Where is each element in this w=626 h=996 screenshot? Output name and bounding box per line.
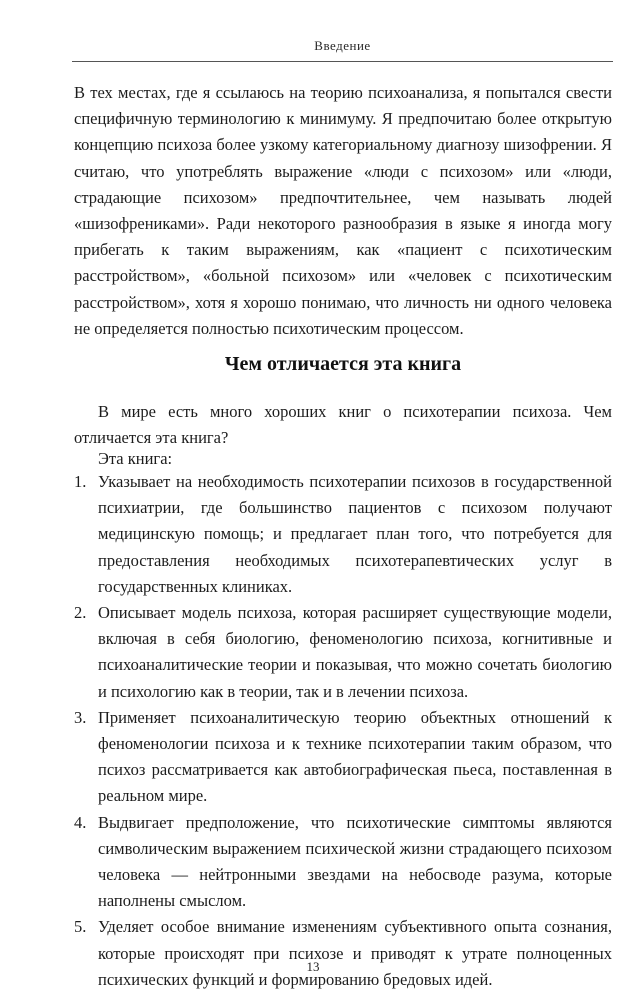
list-item-number: 2. [74, 603, 87, 623]
list-item [74, 705, 612, 810]
section-heading: Чем отличается эта книга [224, 353, 462, 375]
list-item [74, 469, 612, 600]
header-rule [72, 61, 613, 62]
list-item [74, 914, 612, 993]
list-item-text: Выдвигает предположение, что психотические симптомы являются символическим выражением психической жизни страдающего психозом человека — нейтронными звездами на небосводе разума, которые наполнены смыслом. [98, 812, 612, 911]
list-item-text: Применяет психоаналитическую теорию объектных отношений к феноменологии психоза и к технике психотерапии таким образом, что психоз рассматривается как автобиографическая пьеса, поставленная в реальном мире. [98, 707, 612, 806]
feature-list [74, 469, 612, 993]
list-item [74, 810, 612, 915]
page-number: 13 [306, 959, 320, 974]
list-item-text: Уделяет особое внимание изменениям субъективного опыта сознания, которые происходят при психозе и приводят к утрате полноценных психических функций и формированию бредовых идей. [98, 917, 612, 989]
list-item-text: Указывает на необходимость психотерапии психозов в государственной психиатрии, где большинство пациентов с психозом получают медицинскую помощь; и предлагает план того, что потребуется для предоставления необходимых психотерапевтических услуг в государственных клиниках. [98, 472, 612, 596]
list-item [74, 600, 612, 705]
running-header: Введение [314, 38, 371, 53]
list-item-number: 4. [74, 812, 87, 832]
lead-paragraph: В мире есть много хороших книг о психотерапии психоза. Чем отличается эта книга? [74, 402, 612, 448]
list-item-number: 3. [74, 707, 87, 727]
intro-paragraph: В тех местах, где я ссылаюсь на теорию психоанализа, я попытался свести специфичную терминологию к минимуму. Я предпочитаю более открытую концепцию психоза более узкому категориальному диагнозу шизофрении. Я считаю, что употреблять выражение «люди с психозом» или «люди, страдающие психозом» предпочтительнее, чем называть людей «шизофрениками». Ради некоторого разнообразия в языке я иногда могу прибегать к таким выражениям, как «пациент с психотическим расстройством», «больной психозом» или «человек с психотическим расстройством», хотя я хорошо понимаю, что личность ни одного человека не определяется полностью психотическим процессом. [74, 83, 612, 338]
list-item-number: 1. [74, 472, 87, 491]
list-item-text: Описывает модель психоза, которая расширяет существующие модели, включая в себя биологию, феноменологию психоза, когнитивные и психоаналитические теории и показывая, что можно сочетать биологию и психологию как в теории, так и в лечении психоза. [98, 603, 612, 701]
list-item-number: 5. [74, 917, 87, 937]
list-intro: Эта книга: [98, 449, 173, 468]
